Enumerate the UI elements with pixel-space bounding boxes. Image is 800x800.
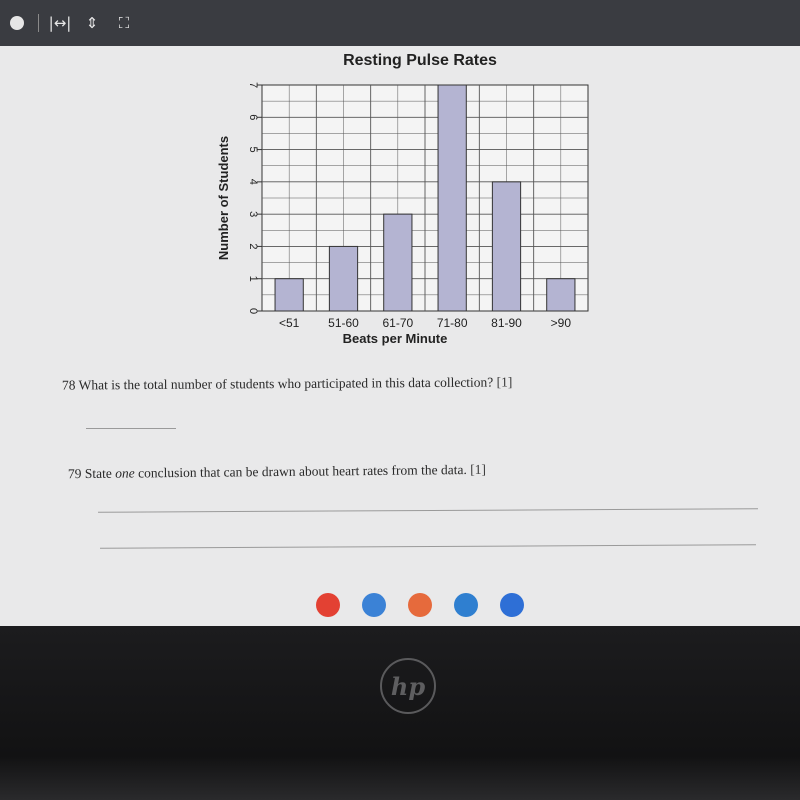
question-text: What is the total number of students who participated in this data collection? — [78, 374, 494, 393]
x-tick-label: <51 — [278, 316, 300, 330]
circle-button-icon[interactable] — [4, 10, 30, 36]
question-text-emphasis: one — [115, 465, 135, 481]
credit-value: [1] — [496, 374, 513, 390]
bar-0 — [275, 279, 303, 311]
chrome-icon[interactable] — [316, 593, 340, 617]
cloud-icon[interactable] — [362, 593, 386, 617]
y-tick-label: 4 — [247, 178, 260, 185]
y-tick-label: 5 — [247, 146, 260, 153]
x-tick-label: >90 — [550, 316, 572, 330]
y-tick-label: 3 — [247, 211, 260, 218]
bar-4 — [492, 182, 520, 311]
question-78 — [62, 374, 513, 393]
x-axis-label: Beats per Minute — [342, 331, 448, 346]
bar-2 — [384, 214, 412, 311]
x-tick-label: 51-60 — [328, 316, 359, 330]
fullscreen-icon[interactable]: ⛶ — [118, 14, 130, 32]
x-tick-label: 81-90 — [491, 316, 522, 330]
answer-line-78[interactable] — [86, 428, 176, 429]
files-icon[interactable] — [500, 593, 524, 617]
question-text-before: State — [84, 465, 112, 482]
question-text-after: conclusion that can be drawn about heart rates from the data. — [138, 462, 467, 481]
shelf — [0, 584, 800, 626]
question-number: 79 — [67, 466, 82, 482]
y-tick-label: 6 — [247, 114, 260, 121]
x-tick-label: 71-80 — [436, 316, 468, 330]
fit-width-icon[interactable]: |↔| — [48, 14, 72, 32]
toolbar-divider — [38, 14, 39, 32]
y-tick-label: 0 — [247, 307, 260, 315]
fit-page-icon[interactable]: ⇕ — [85, 14, 99, 32]
x-tick-label: 61-70 — [382, 316, 414, 330]
y-tick-label: 1 — [247, 275, 260, 282]
app-orange-icon[interactable] — [408, 593, 432, 617]
bar-chart — [200, 75, 600, 355]
viewer-toolbar — [0, 0, 800, 46]
bar-1 — [329, 246, 357, 311]
credit-value: [1] — [470, 461, 487, 477]
y-tick-label: 7 — [247, 81, 260, 89]
y-tick-label: 2 — [247, 243, 260, 250]
question-number: 78 — [61, 377, 76, 393]
classroom-icon[interactable] — [454, 593, 478, 617]
chart-title: Resting Pulse Rates — [343, 52, 497, 69]
bar-5 — [547, 279, 575, 311]
hp-logo: hp — [380, 658, 436, 714]
bar-3 — [438, 85, 466, 311]
y-axis-label: Number of Students — [216, 135, 231, 261]
